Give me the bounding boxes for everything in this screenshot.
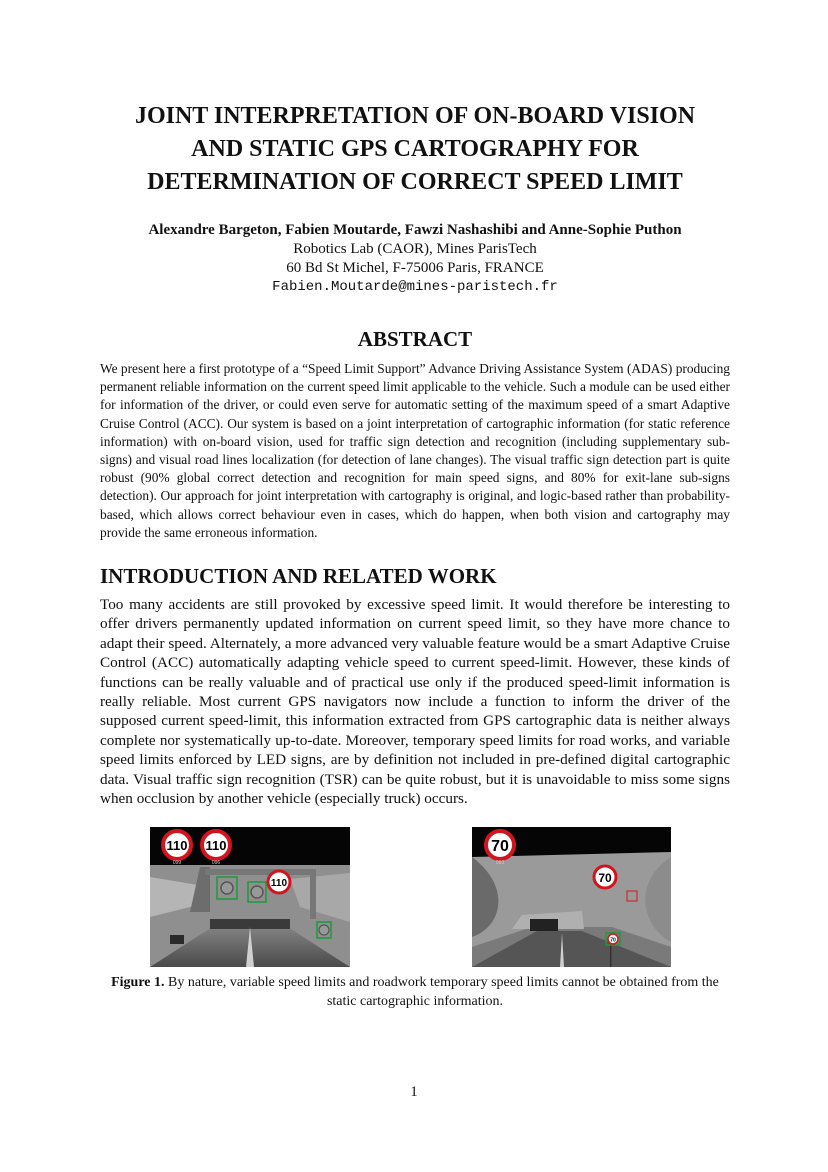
title-line-2: AND STATIC GPS CARTOGRAPHY FOR (191, 136, 639, 162)
speed-sign-6-value: 70 (610, 937, 616, 943)
affiliation: Robotics Lab (CAOR), Mines ParisTech (293, 241, 537, 257)
speed-sign-1-code: 099 (172, 859, 182, 866)
author-names: Alexandre Bargeton, Fabien Moutarde, Fawzi Nashashibi and Anne-Sophie Puthon (148, 222, 682, 238)
figure-caption (100, 973, 730, 1011)
author-block (100, 221, 730, 297)
speed-sign-2-code: 096 (211, 859, 221, 866)
speed-sign-3-value: 110 (270, 877, 288, 889)
speed-sign-4-code: 093 (495, 859, 505, 866)
caption-label: Figure 1. (111, 974, 165, 990)
speed-sign-2-value: 110 (205, 837, 227, 853)
caption-text: By nature, variable speed limits and roadwork temporary speed limits cannot be obtained from the static cartographic information. (164, 974, 719, 1009)
figure-1 (100, 827, 730, 969)
speed-sign-1-value: 110 (166, 837, 188, 853)
paper-title (100, 100, 730, 199)
title-line-1: JOINT INTERPRETATION OF ON-BOARD VISION (134, 103, 696, 129)
paper-page (100, 100, 730, 1011)
tunnel-photo-right (472, 827, 671, 967)
tunnel-photo-left (150, 827, 350, 967)
page-number: 1 (410, 1084, 418, 1100)
speed-sign-5-value: 70 (598, 870, 612, 885)
abstract-heading: ABSTRACT (357, 327, 473, 351)
speed-sign-4-value: 70 (491, 837, 509, 855)
address: 60 Bd St Michel, F-75006 Paris, FRANCE (286, 260, 544, 276)
intro-heading: INTRODUCTION AND RELATED WORK (100, 564, 497, 589)
abstract-text: We present here a first prototype of a “Speed Limit Support” Advance Driving Assistance System (ADAS) producing permanent reliable information on the current speed limit applicable to the vehicle. Such a module can be used either for information of the driver, or could even serve for automatic setting of the maximum speed of a smart Adaptive Cruise Control (ACC). Our system is based on a joint interpretation of cartographic information (for static reference information) with on-board vision, used for traffic sign detection and recognition (including supplementary sub-signs) and visual road lines localization (for detection of lane changes). The visual traffic sign detection part is quite robust (90% global correct detection and recognition for main speed signs, and 80% for exit-lane sub-signs detection). Our approach for joint interpretation with cartography is original, and logic-based rather than probability-based, which allows correct behaviour even in cases, which do happen, when both vision and cartography may provide the same erroneous information. (100, 361, 730, 540)
title-line-3: DETERMINATION OF CORRECT SPEED LIMIT (147, 169, 683, 195)
intro-text: Too many accidents are still provoked by excessive speed limit. It would therefore be interesting to offer drivers permanently updated information on current speed limit, so they have more chance to adapt their speed. Alternately, a more advanced very valuable feature would be a smart Adaptive Cruise Control (ACC) automatically adapting vehicle speed to current speed-limit. However, these kinds of functions can be really valuable and of practical use only if the produced speed-limit information is really reliable. Most current GPS navigators now include a function to inform the driver of the supposed current speed-limit, this information extracted from GPS cartographic data is neither always complete nor systematically up-to-date. Moreover, temporary speed limits for road works, and variable speed limits enforced by LED signs, are by definition not included in pre-defined digital cartographic data. Visual traffic sign recognition (TSR) can be quite robust, but it is unavoidable to miss some signs when occlusion by another vehicle (especially truck) occurs. (100, 596, 730, 808)
email: Fabien.Moutarde@mines-paristech.fr (272, 279, 558, 295)
